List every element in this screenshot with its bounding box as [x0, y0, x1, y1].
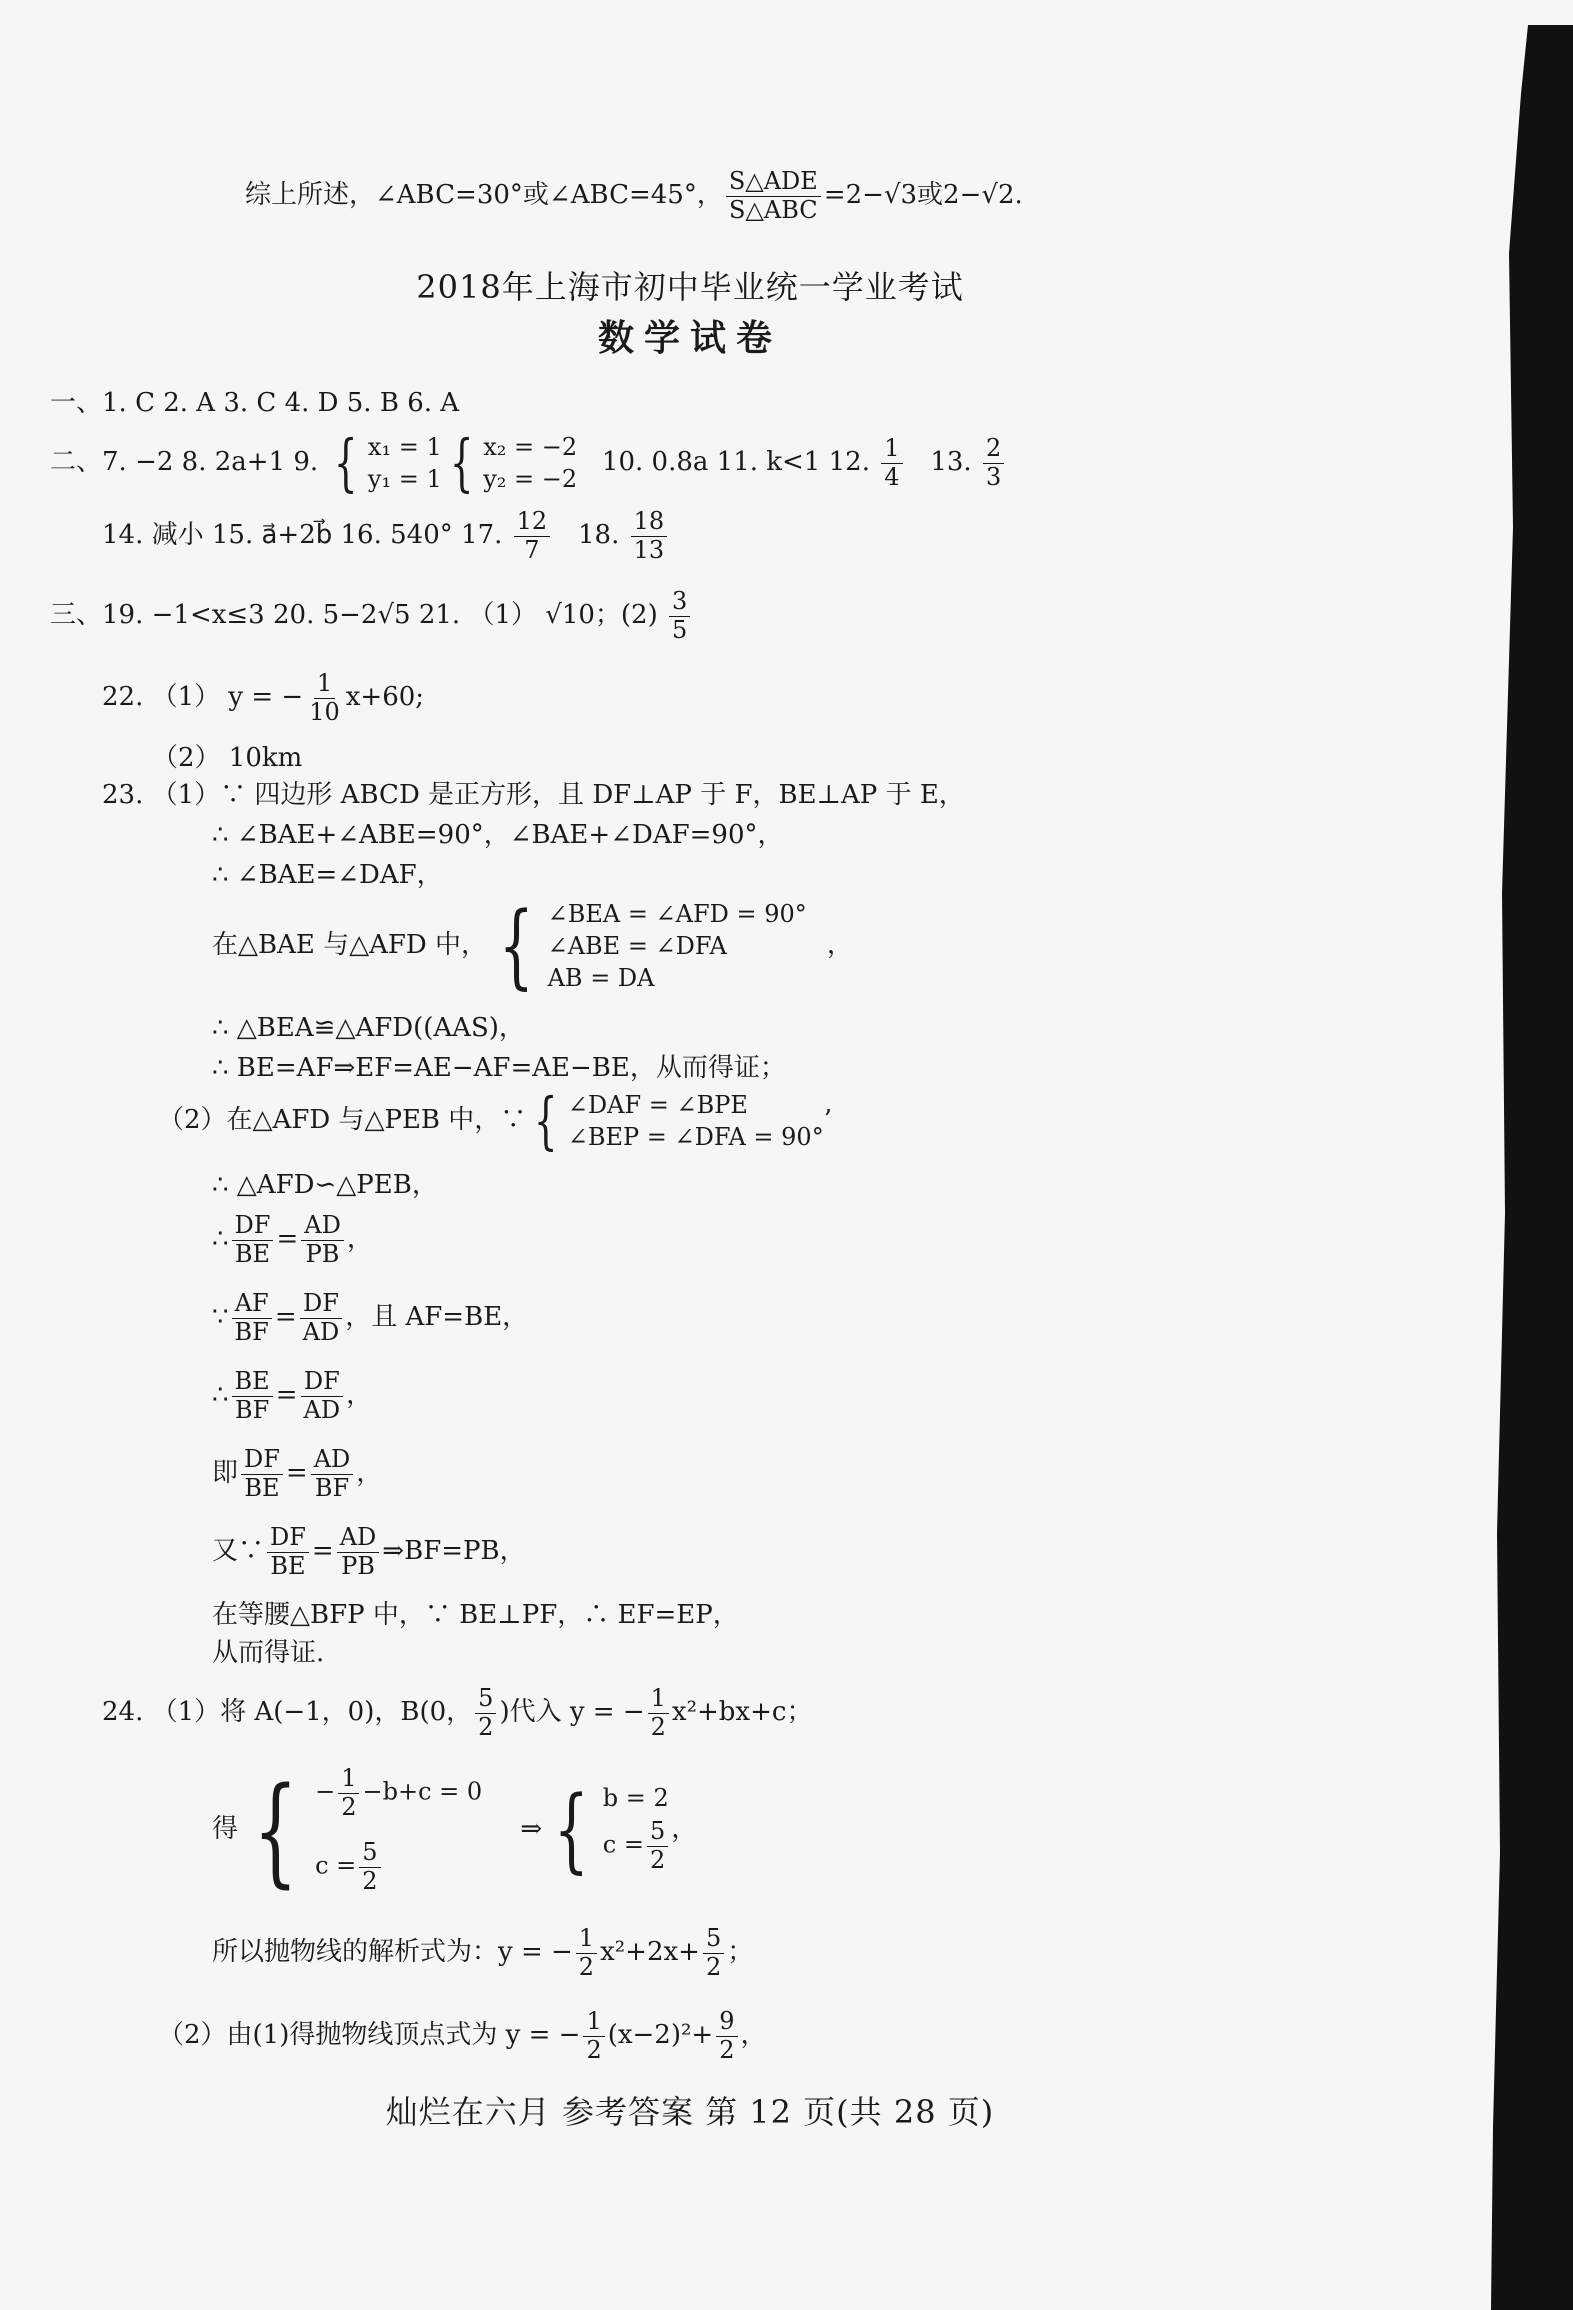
q13-fraction: $\frac{2}{3}$: [983, 435, 1004, 491]
q23-line-8: ∴ △AFD∽△PEB，: [212, 1170, 438, 1200]
q24-line-2: 得 { − $\frac{1}{2}$ −b+c = 0 c = $\frac{5}{2}$ ⇒ { b = 2 c = $\frac{5}{2}$ ，: [212, 1761, 698, 1900]
q22-part-2: （2） 10km: [152, 743, 303, 773]
q24-line-3: 所以抛物线的解析式为：y = − $\frac{1}{2}$ x²+2x+ $\frac{5}{2}$ ；: [212, 1924, 754, 1981]
area-ratio-fraction: $\frac{\text{S△ADE}}{\text{S△ABC}}$: [726, 168, 821, 224]
q23-line-14: 在等腰△BFP 中，∵ BE⊥PF，∴ EF=EP，: [212, 1600, 739, 1630]
q24-solution-system: { b = 2 c = $\frac{5}{2}$: [553, 1776, 669, 1884]
q9-system-2: { x₂ = −2 y₂ = −2: [449, 426, 578, 499]
summary-result: =2−√3或2−√2.: [823, 180, 1023, 211]
q23-line-4: 在△BAE 与△AFD 中， { ∠BEA = ∠AFD = 90° ∠ABE = ∠DFA AB = DA ，: [212, 892, 853, 999]
q23-line-15: 从而得证.: [212, 1638, 325, 1668]
q24-line-1: 24. （1）将 A(−1，0)，B(0， $\frac{5}{2}$ )代入 y = − $\frac{1}{2}$ x²+bx+c；: [102, 1684, 813, 1741]
page-footer: 灿烂在六月 参考答案 第 12 页(共 28 页): [385, 2093, 995, 2131]
q23-line-13: 又∵ $\frac{DF}{BE}$ = $\frac{AD}{PB}$ ⇒BF=PB，: [212, 1523, 526, 1580]
q22-fraction: $\frac{1}{10}$: [309, 669, 340, 726]
scanner-dark-edge: [1473, 25, 1573, 2310]
q23-line-9: ∴ $\frac{DF}{BE}$ = $\frac{AD}{PB}$ ，: [212, 1211, 373, 1268]
q23-line-7: （2）在△AFD 与△PEB 中，∵ { ∠DAF = ∠BPE ∠BEP = ∠DFA = 90° ’: [158, 1084, 832, 1157]
q24-line-4: （2）由(1)得抛物线顶点式为 y = − $\frac{1}{2}$ (x−2)²+ $\frac{9}{2}$ ，: [158, 2007, 767, 2064]
paper-title: 数学试卷: [597, 317, 782, 359]
q24-equation-system: { − $\frac{1}{2}$ −b+c = 0 c = $\frac{5}{2}$: [253, 1761, 483, 1900]
summary-text: 综上所述，∠ABC=30°或∠ABC=45°，: [245, 180, 723, 211]
answer-section-3: 三、19. −1<x≤3 20. 5−2√5 21. （1） √10；(2) $\frac{3}{5}$: [50, 588, 693, 644]
q12-fraction: $\frac{1}{4}$: [881, 435, 902, 491]
q23-line-12: 即 $\frac{DF}{BE}$ = $\frac{AD}{BF}$ ，: [212, 1445, 383, 1502]
q23-line-10: ∵ $\frac{AF}{BF}$ = $\frac{DF}{AD}$ ，且 AF=BE，: [212, 1289, 529, 1346]
q23-line-2: ∴ ∠BAE+∠ABE=90°，∠BAE+∠DAF=90°，: [212, 820, 784, 850]
q18-fraction: $\frac{18}{13}$: [631, 508, 668, 564]
q9-system-1: { x₁ = 1 y₁ = 1: [334, 426, 442, 499]
answer-section-2-line-2: 14. 减小 15. a⃗+2b⃗ 16. 540° 17. $\frac{12}{7}$ 18. $\frac{18}{13}$: [102, 508, 670, 564]
q21-fraction: $\frac{3}{5}$: [669, 588, 690, 644]
q23-congruence-system: { ∠BEA = ∠AFD = 90° ∠ABE = ∠DFA AB = DA: [498, 892, 807, 999]
q23-similarity-system: { ∠DAF = ∠BPE ∠BEP = ∠DFA = 90°: [534, 1084, 824, 1157]
q23-line-6: ∴ BE=AF⇒EF=AE−AF=AE−BE，从而得证；: [212, 1053, 786, 1083]
q23-line-11: ∴ $\frac{BE}{BF}$ = $\frac{DF}{AD}$ ，: [212, 1367, 373, 1424]
q23-line-3: ∴ ∠BAE=∠DAF，: [212, 860, 443, 890]
exam-title: 2018年上海市初中毕业统一学业考试: [416, 268, 964, 306]
q23-line-1: 23. （1）∵ 四边形 ABCD 是正方形，且 DF⊥AP 于 F，BE⊥AP 于 E，: [102, 780, 965, 810]
q23-line-5: ∴ △BEA≌△AFD((AAS)，: [212, 1013, 525, 1043]
answer-section-1: 一、1. C 2. A 3. C 4. D 5. B 6. A: [50, 388, 460, 418]
q22-part-1: 22. （1） y = − $\frac{1}{10}$ x+60;: [102, 669, 425, 726]
summary-line: [245, 168, 1023, 224]
q17-fraction: $\frac{12}{7}$: [514, 508, 551, 564]
answer-section-2-line-1: 二、7. −2 8. 2a+1 9. { x₁ = 1 y₁ = 1 { x₂ = −2 y₂ = −2 10. 0.8a 11. k<1 12. $\frac{1}{4}$ 13. $\frac{2}{3}$: [50, 432, 1007, 494]
